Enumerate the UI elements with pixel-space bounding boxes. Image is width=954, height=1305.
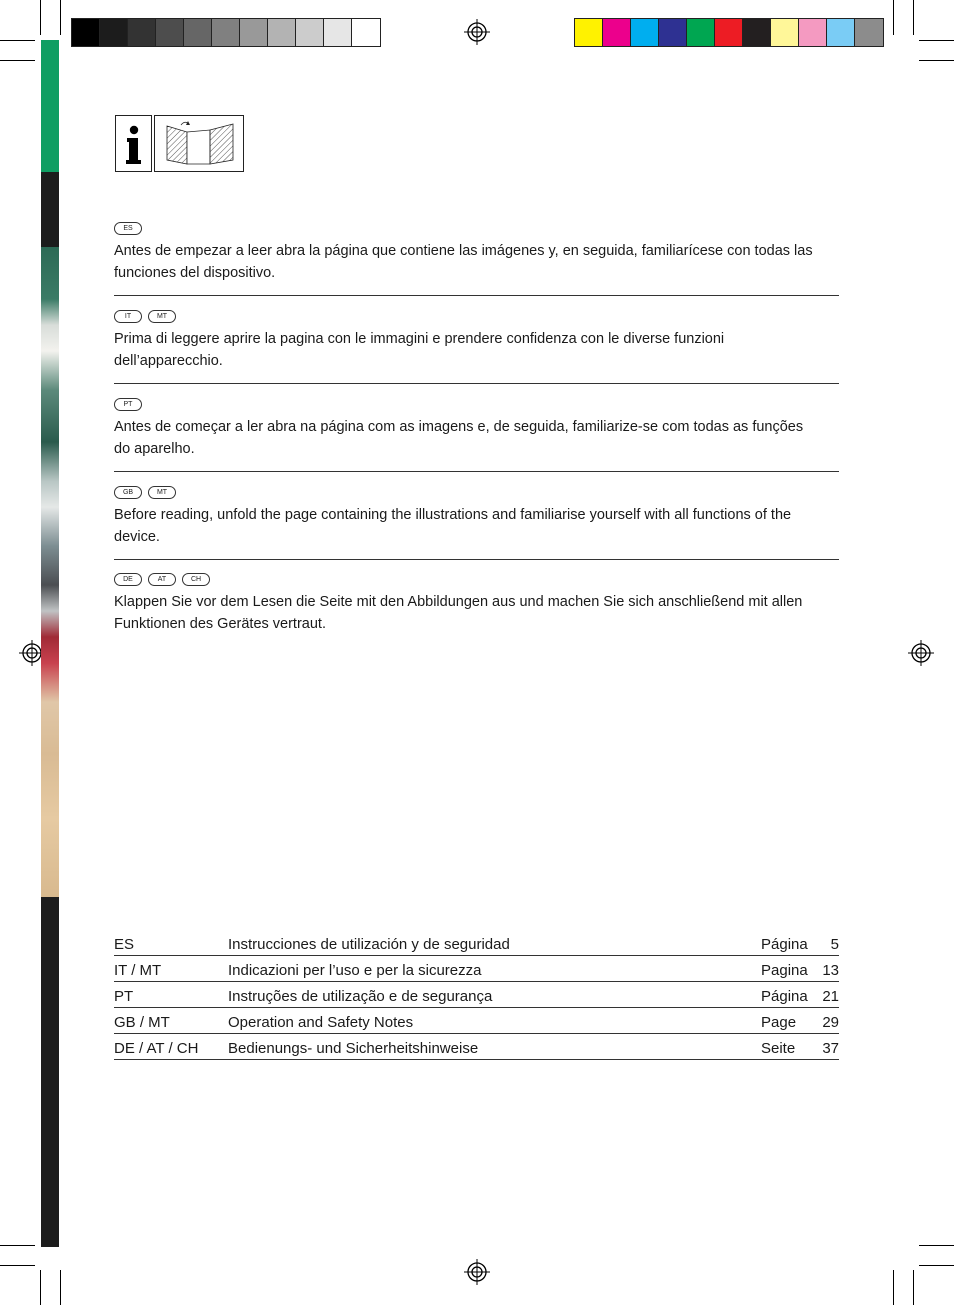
gray-swatch: [296, 19, 324, 46]
crop-mark: [0, 40, 35, 41]
language-badge: CH: [182, 573, 210, 586]
cover-strip-dark: [41, 897, 59, 1247]
language-badge: DE: [114, 573, 142, 586]
gray-swatch: [128, 19, 156, 46]
toc-row: [114, 930, 839, 956]
color-swatch: [799, 19, 827, 46]
color-swatch: [715, 19, 743, 46]
gray-swatch: [156, 19, 184, 46]
color-swatch: [771, 19, 799, 46]
language-badge: MT: [148, 486, 176, 499]
toc-page-number: 37: [819, 1034, 839, 1060]
instruction-section-pt: [114, 398, 839, 460]
color-swatch: [855, 19, 883, 46]
language-badge: MT: [148, 310, 176, 323]
crop-mark: [919, 1245, 954, 1246]
instruction-section-de-at-ch: [114, 573, 839, 635]
crop-mark: [919, 1265, 954, 1266]
toc-page-number: 13: [819, 956, 839, 982]
cover-strip-green: [41, 40, 59, 172]
language-badge: ES: [114, 222, 142, 235]
instruction-section-gb-mt: [114, 486, 839, 548]
section-text: Prima di leggere aprire la pagina con le immagini e prendere confidenza con le diverse funzioni dell’apparecchio.: [114, 331, 725, 369]
toc-page-label: Seite: [761, 1034, 819, 1060]
divider: [114, 559, 839, 560]
crop-mark: [913, 1270, 914, 1305]
registration-mark-icon: [908, 640, 934, 666]
table-of-contents: [114, 930, 839, 1060]
instruction-section-es: [114, 222, 839, 284]
crop-mark: [40, 1270, 41, 1305]
process-color-calibration-bar: [574, 18, 884, 47]
gray-swatch: [100, 19, 128, 46]
crop-mark: [893, 0, 894, 35]
toc-title: Bedienungs- und Sicherheitshinweise: [228, 1034, 761, 1060]
color-swatch: [575, 19, 603, 46]
fold-out-page-icon: [154, 115, 244, 172]
section-text: Antes de começar a ler abra na página com as imagens e, de seguida, familiarize-se com todas as funções do aparelho.: [114, 419, 804, 457]
color-swatch: [631, 19, 659, 46]
toc-page-number: 29: [819, 1008, 839, 1034]
cover-strip-photo: [41, 247, 59, 897]
toc-page-label: Pagina: [761, 956, 819, 982]
gray-swatch: [352, 19, 380, 46]
color-swatch: [827, 19, 855, 46]
language-badge: IT: [114, 310, 142, 323]
divider: [114, 471, 839, 472]
gray-swatch: [212, 19, 240, 46]
color-swatch: [603, 19, 631, 46]
crop-mark: [919, 60, 954, 61]
color-swatch: [743, 19, 771, 46]
gray-swatch: [268, 19, 296, 46]
gray-swatch: [240, 19, 268, 46]
crop-mark: [893, 1270, 894, 1305]
toc-row: [114, 1034, 839, 1060]
registration-mark-icon: [464, 19, 490, 45]
section-text: Before reading, unfold the page containing the illustrations and familiarise yourself with all functions of the device.: [114, 507, 792, 545]
toc-title: Operation and Safety Notes: [228, 1008, 761, 1034]
divider: [114, 383, 839, 384]
cover-strip-dark: [41, 172, 59, 247]
toc-language-code: DE / AT / CH: [114, 1034, 228, 1060]
toc-page-label: Page: [761, 1008, 819, 1034]
color-swatch: [687, 19, 715, 46]
toc-title: Instruções de utilização e de segurança: [228, 982, 761, 1008]
toc-page-number: 21: [819, 982, 839, 1008]
crop-mark: [40, 0, 41, 35]
divider: [114, 295, 839, 296]
toc-page-label: Página: [761, 982, 819, 1008]
crop-mark: [913, 0, 914, 35]
toc-row: [114, 1008, 839, 1034]
toc-language-code: PT: [114, 982, 228, 1008]
language-badge: AT: [148, 573, 176, 586]
language-badge: GB: [114, 486, 142, 499]
toc-language-code: ES: [114, 930, 228, 956]
registration-mark-icon: [464, 1259, 490, 1285]
crop-mark: [0, 60, 35, 61]
toc-title: Instrucciones de utilización y de seguridad: [228, 930, 761, 956]
crop-mark: [0, 1265, 35, 1266]
gray-swatch: [324, 19, 352, 46]
toc-row: [114, 982, 839, 1008]
toc-page-label: Página: [761, 930, 819, 956]
crop-mark: [60, 0, 61, 35]
section-text: Klappen Sie vor dem Lesen die Seite mit den Abbildungen aus und machen Sie sich anschließend mit allen Funktionen des Gerätes vertraut.: [114, 594, 803, 632]
section-text: Antes de empezar a leer abra la página que contiene las imágenes y, en seguida, familiarícese con todas las funciones del dispositivo.: [114, 243, 813, 281]
toc-language-code: IT / MT: [114, 956, 228, 982]
language-badge: PT: [114, 398, 142, 411]
color-swatch: [659, 19, 687, 46]
crop-mark: [0, 1245, 35, 1246]
grayscale-calibration-bar: [71, 18, 381, 47]
crop-mark: [919, 40, 954, 41]
gray-swatch: [72, 19, 100, 46]
toc-title: Indicazioni per l’uso e per la sicurezza: [228, 956, 761, 982]
gray-swatch: [184, 19, 212, 46]
info-icon: [115, 115, 152, 172]
instruction-section-it-mt: [114, 310, 839, 372]
toc-page-number: 5: [819, 930, 839, 956]
crop-mark: [60, 1270, 61, 1305]
toc-row: [114, 956, 839, 982]
toc-language-code: GB / MT: [114, 1008, 228, 1034]
